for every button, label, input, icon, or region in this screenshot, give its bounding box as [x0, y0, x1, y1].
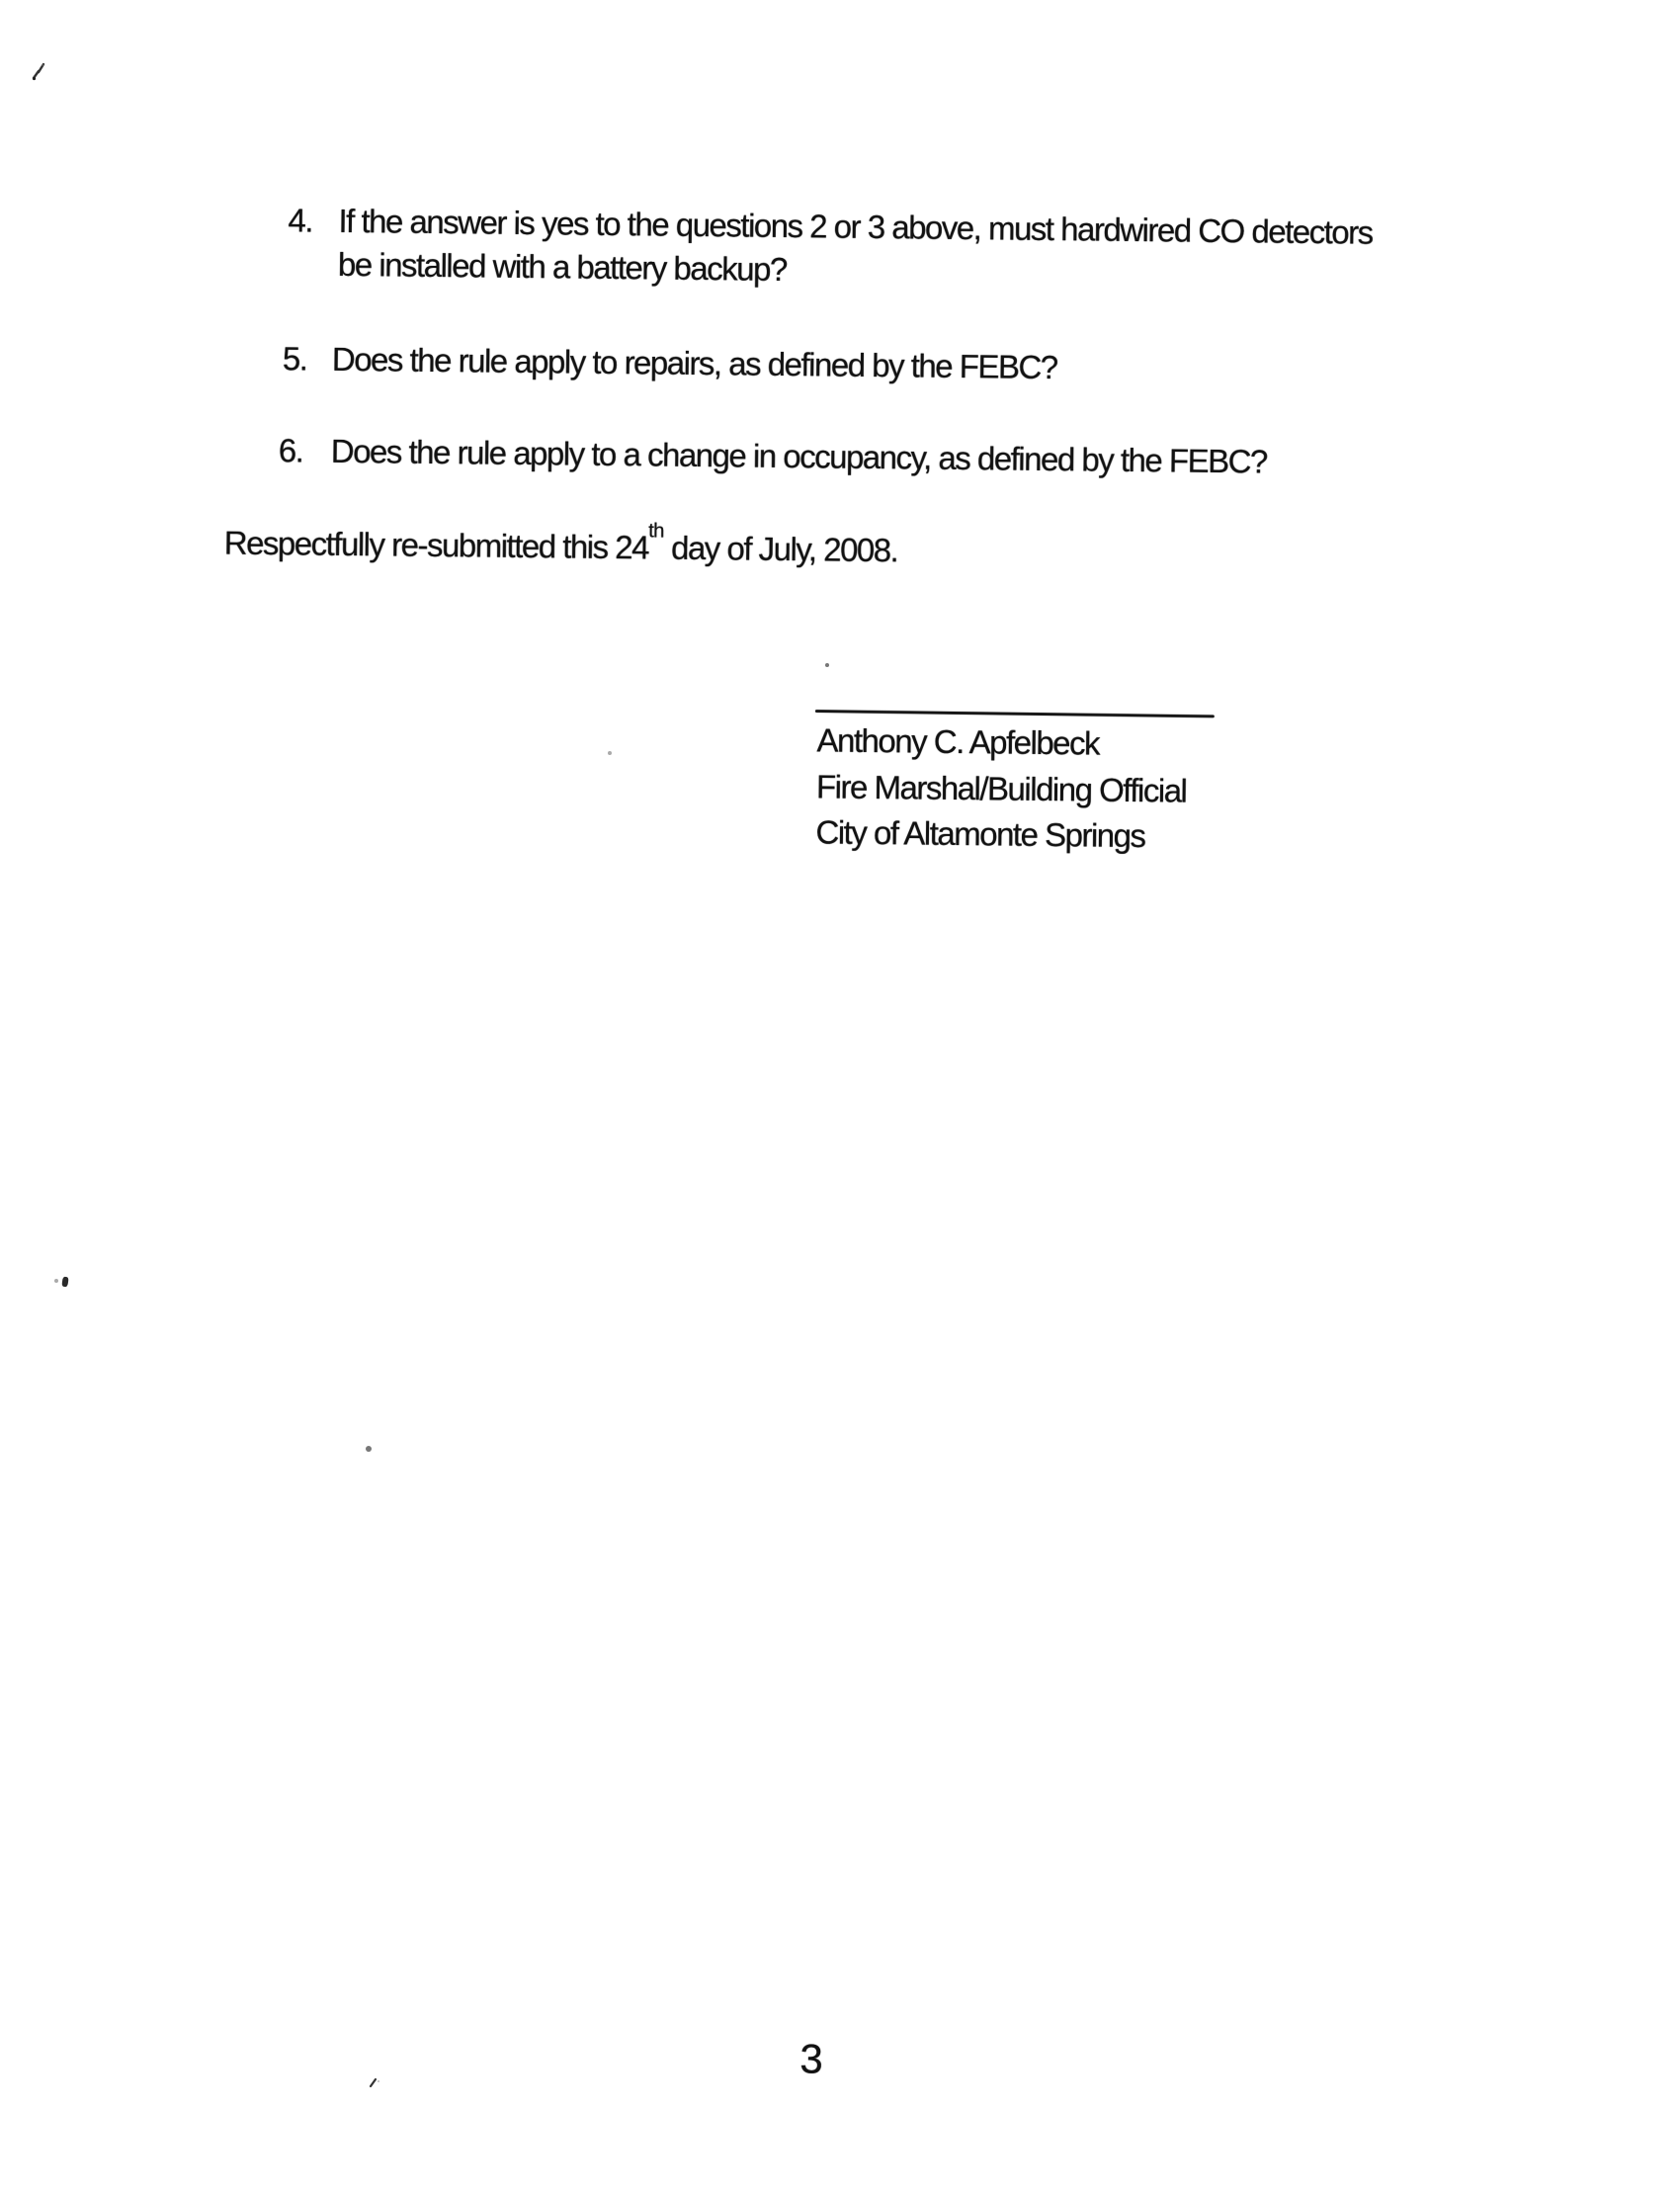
- scan-speckle: [366, 1446, 372, 1452]
- signatory-name: Anthony C. Apfelbeck: [816, 721, 1100, 762]
- signatory-title: Fire Marshal/Building Official: [815, 767, 1187, 809]
- question-text: [331, 430, 1267, 484]
- question-text: [332, 338, 1057, 389]
- signature-block: [815, 717, 1187, 860]
- question-item-5: [283, 337, 1057, 389]
- signatory-organization: City of Altamonte Springs: [815, 813, 1145, 855]
- closing-line: [223, 519, 898, 573]
- scan-slash-mark: [368, 2075, 381, 2089]
- question-number: 6.: [278, 432, 303, 469]
- question-text-line: Does the rule apply to a change in occupancy, as defined by the FEBC?: [330, 432, 1268, 480]
- question-item-4: [288, 199, 1373, 297]
- question-text-line: Does the rule apply to repairs, as defined by the FEBC?: [331, 340, 1057, 386]
- question-text-line: be installed with a battery backup?: [337, 245, 787, 289]
- scan-speckle: [54, 1279, 58, 1283]
- page-number: 3: [799, 2035, 823, 2082]
- question-number: 4.: [288, 202, 313, 239]
- scan-speckle: [825, 663, 829, 667]
- ordinal-superscript: th: [648, 519, 664, 543]
- closing-text-start: Respectfully re-submitted this 24: [223, 524, 649, 566]
- question-number: 5.: [282, 340, 307, 378]
- question-item-6: [279, 429, 1267, 483]
- question-text: [338, 200, 1373, 298]
- closing-text-end: day of July, 2008.: [663, 529, 898, 569]
- question-text-line: If the answer is yes to the questions 2 or 3 above, must hardwired CO detectors: [338, 202, 1373, 251]
- scan-speckle: [608, 751, 612, 755]
- signature-line: [815, 710, 1215, 717]
